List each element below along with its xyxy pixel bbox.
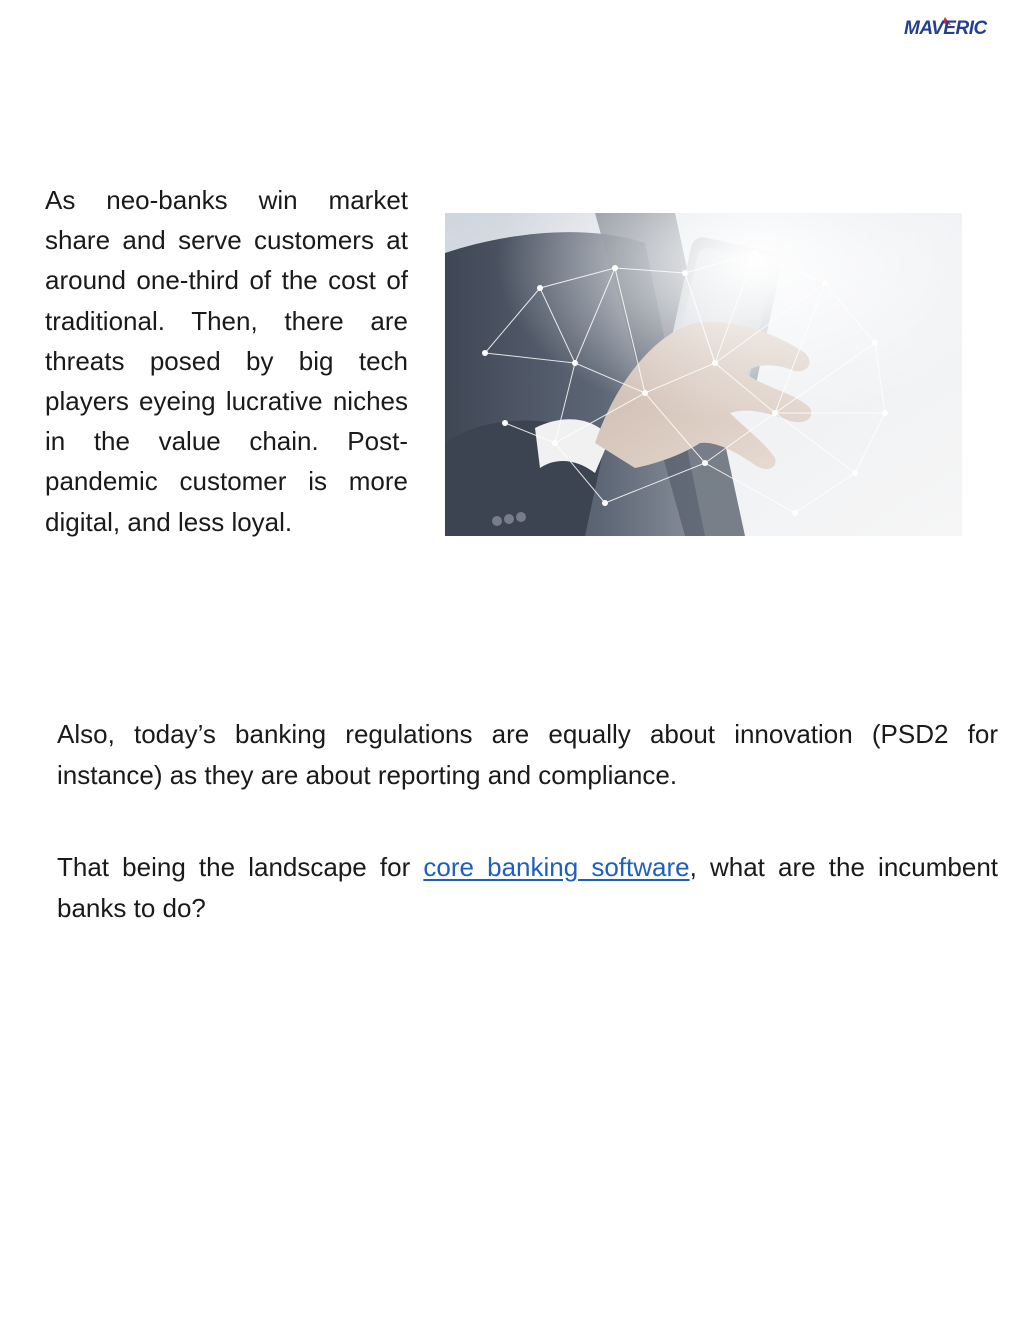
core-banking-software-link[interactable]: core banking software [423,852,690,882]
smartphone-network-photo [445,213,962,536]
company-logo [904,16,1016,44]
landscape-text-before: That being the landscape for [57,852,424,882]
regulations-paragraph: Also, today’s banking regulations are equally about innovation (PSD2 for instance) as they are about reporting and compliance. [57,719,998,790]
logo-text: MAVERIC [904,18,987,39]
intro-paragraph: As neo-banks win market share and serve customers at around one-third of the cost of traditional. Then, there are threats posed by big tech players eyeing lucrative niches in the value chain. Post-pandemic customer is more digital, and less loyal. [45,185,408,537]
landscape-text-after: , what are the incumbent banks to do? [57,852,999,923]
landscape-paragraph [57,847,998,928]
